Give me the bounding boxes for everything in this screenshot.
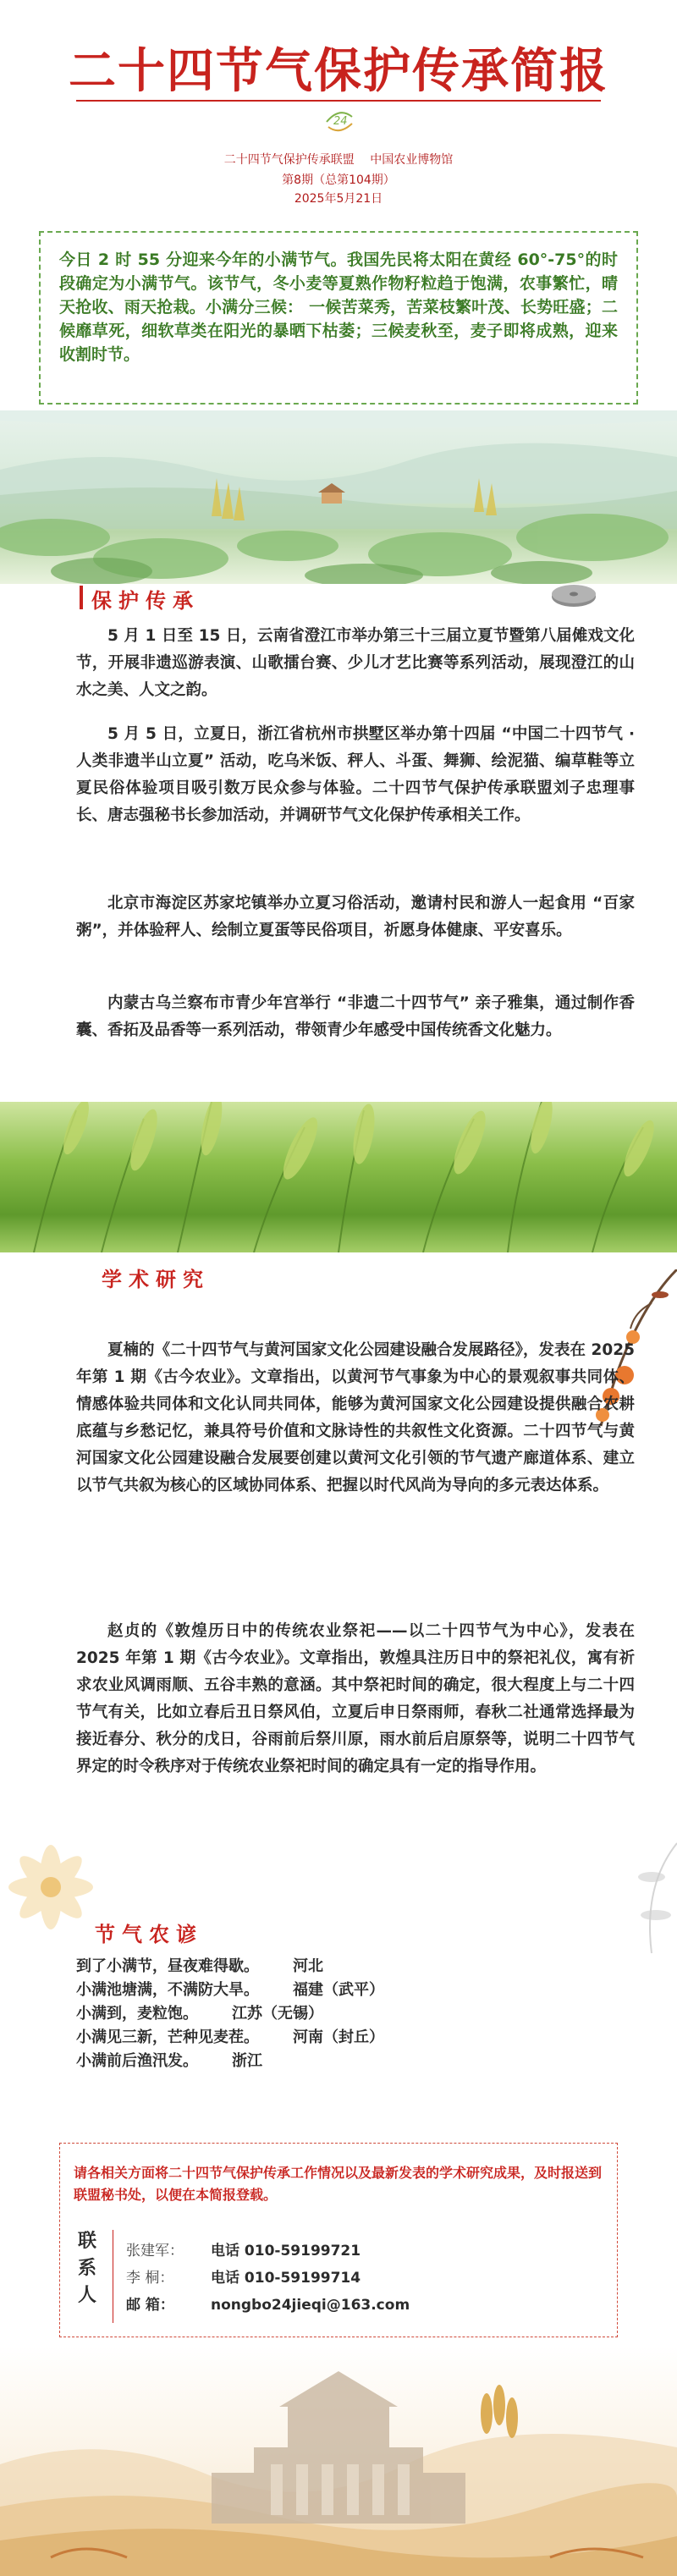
- contact-label: 联系人: [77, 2231, 96, 2306]
- email-label: 邮 箱：: [126, 2297, 174, 2314]
- email-address[interactable]: nongbo24jieqi@163.com: [211, 2297, 410, 2314]
- protect-paragraph-1: 5 月 1 日至 15 日，云南省澄江市举办第三十三届立夏节暨第八届傩戏文化节，开展非遗巡游表演、山歌擂台赛、少儿才艺比赛等系列活动，展现澄江的山水之美、人文之韵。: [76, 627, 635, 699]
- contact-phone: 电话 010-59199721: [211, 2243, 361, 2260]
- contact-name: 李 桐：: [126, 2270, 174, 2287]
- proverb-source: 河北: [293, 1957, 323, 1975]
- lotus-illustration: [0, 410, 677, 584]
- wheat-field-image: [0, 1102, 677, 1252]
- protect-paragraph-2: 5 月 5 日，立夏日，浙江省杭州市拱墅区举办第十四届 “中国二十四节气 · 人类非遗半山立夏” 活动，吃乌米饭、秤人、斗蛋、舞狮、绘泥猫、编草鞋等立夏民俗体验项目吸引数万民众参与体验。二十四节气保护传承联盟刘子忠理事长、唐志强秘书长参加活动，并调研节气文化保护传承相关工作。: [76, 725, 635, 824]
- contact-phone: 电话 010-59199714: [211, 2270, 361, 2287]
- proverb-line: [76, 1979, 384, 2002]
- branch-decoration: [575, 1835, 677, 1962]
- proverb-source: 福建（武平）: [293, 1981, 384, 1999]
- contact-name: 张建军：: [126, 2243, 184, 2260]
- proverb-line: [76, 2026, 384, 2050]
- proverb-text: 小满到，麦粒饱。: [76, 2005, 198, 2023]
- proverb-line: [76, 2002, 323, 2026]
- proverb-text: 小满池塘满，不满防大旱。: [76, 1981, 259, 1999]
- issue-date: 2025年5月21日: [294, 192, 383, 206]
- proverb-text: 小满前后渔汛发。: [76, 2052, 198, 2070]
- section-title-proverb: 节气农谚: [95, 1923, 203, 1946]
- proverb-line: [76, 1955, 323, 1979]
- organizations: 二十四节气保护传承联盟 中国农业博物馆: [223, 153, 454, 167]
- proverb-source: 江苏（无锡）: [232, 2005, 323, 2023]
- section-title-protect: 保护传承: [91, 584, 200, 614]
- millstone-icon: [548, 582, 599, 611]
- museum-illustration: [0, 2346, 677, 2576]
- protect-paragraph-3: 北京市海淀区苏家坨镇举办立夏习俗活动，邀请村民和游人一起食用 “百家粥”，并体验秤人、绘制立夏蛋等民俗项目，祈愿身体健康、平安喜乐。: [76, 894, 635, 939]
- proverb-source: 河南（封丘）: [293, 2028, 384, 2046]
- notice-text: 请各相关方面将二十四节气保护传承工作情况以及最新发表的学术研究成果，及时报送到联盟秘书处，以便在本简报登载。: [74, 2165, 603, 2203]
- notice-box: [59, 2143, 618, 2337]
- proverb-text: 到了小满节，昼夜难得歇。: [76, 1957, 259, 1975]
- protect-paragraph-4: 内蒙古乌兰察布市青少年宫举行 “非遗二十四节气” 亲子雅集，通过制作香囊、香拓及品香等一系列活动，带领青少年感受中国传统香文化魅力。: [76, 994, 635, 1039]
- contact-email-row: [126, 2293, 410, 2314]
- museum-landscape-image: [0, 2346, 677, 2576]
- issue-number: 第8期（总第104期）: [282, 173, 395, 187]
- lotus-landscape-image: [0, 410, 677, 584]
- wheat-illustration: [0, 1102, 677, 1252]
- academic-paragraph-2: 赵贞的《敦煌历日中的传统农业祭祀——以二十四节气为中心》，发表在 2025 年第 1 期《古今农业》。文章指出，敦煌具注历日中的祭祀礼仪，寓有祈求农业风调雨顺、五谷丰熟的意涵。其中祭祀时间的确定，很大程度上与二十四节气有关，比如立春后丑日祭风伯，立夏后申日祭雨师，春秋二社通常选择最为接近春分、秋分的戊日，谷雨前后祭川原，雨水前后启原祭等，说明二十四节气界定的时令秩序对于传统农业祭祀时间的确定具有一定的指导作用。: [76, 1622, 635, 1775]
- page-title: 二十四节气保护传承简报: [69, 43, 608, 99]
- intro-text: 今日 2 时 55 分迎来今年的小满节气。我国先民将太阳在黄经 60°-75°的时段确定为小满节气。该节气，冬小麦等夏熟作物籽粒趋于饱满，农事繁忙，晴天抢收、雨天抢栽。小满分三候： 一候苦菜秀，苦菜枝繁叶茂、长势旺盛；二候靡草死，细软草类在阳光的暴晒下枯萎；三候麦秋至，麦子即将成熟，迎来收割时节。: [59, 250, 618, 364]
- solar-terms-logo: [322, 102, 357, 137]
- proverb-text: 小满见三新，芒种见麦茬。: [76, 2028, 259, 2046]
- intro-box: [39, 231, 638, 405]
- section-title-academic: 学术研究: [102, 1268, 210, 1291]
- contact-row: [126, 2238, 361, 2260]
- contact-row: [126, 2265, 361, 2287]
- logo-text: 24: [333, 115, 348, 128]
- academic-paragraph-1: 夏楠的《二十四节气与黄河国家文化公园建设融合发展路径》，发表在 2025 年第 1 期《古今农业》。文章指出，以黄河节气事象为中心的景观叙事共同体、情感体验共同体和文化认同共同体，能够为黄河国家文化公园建设提供融合农耕底蕴与乡愁记忆，兼具符号价值和文脉诗性的共叙性文化资源。二十四节气与黄河国家文化公园建设融合发展要创建以黄河文化引领的节气遗产廊道体系、建立以节气共叙为核心的区域协同体系、把握以时代风尚为导向的多元表达体系。: [76, 1341, 635, 1494]
- proverb-source: 浙江: [232, 2052, 262, 2070]
- proverb-line: [76, 2050, 262, 2073]
